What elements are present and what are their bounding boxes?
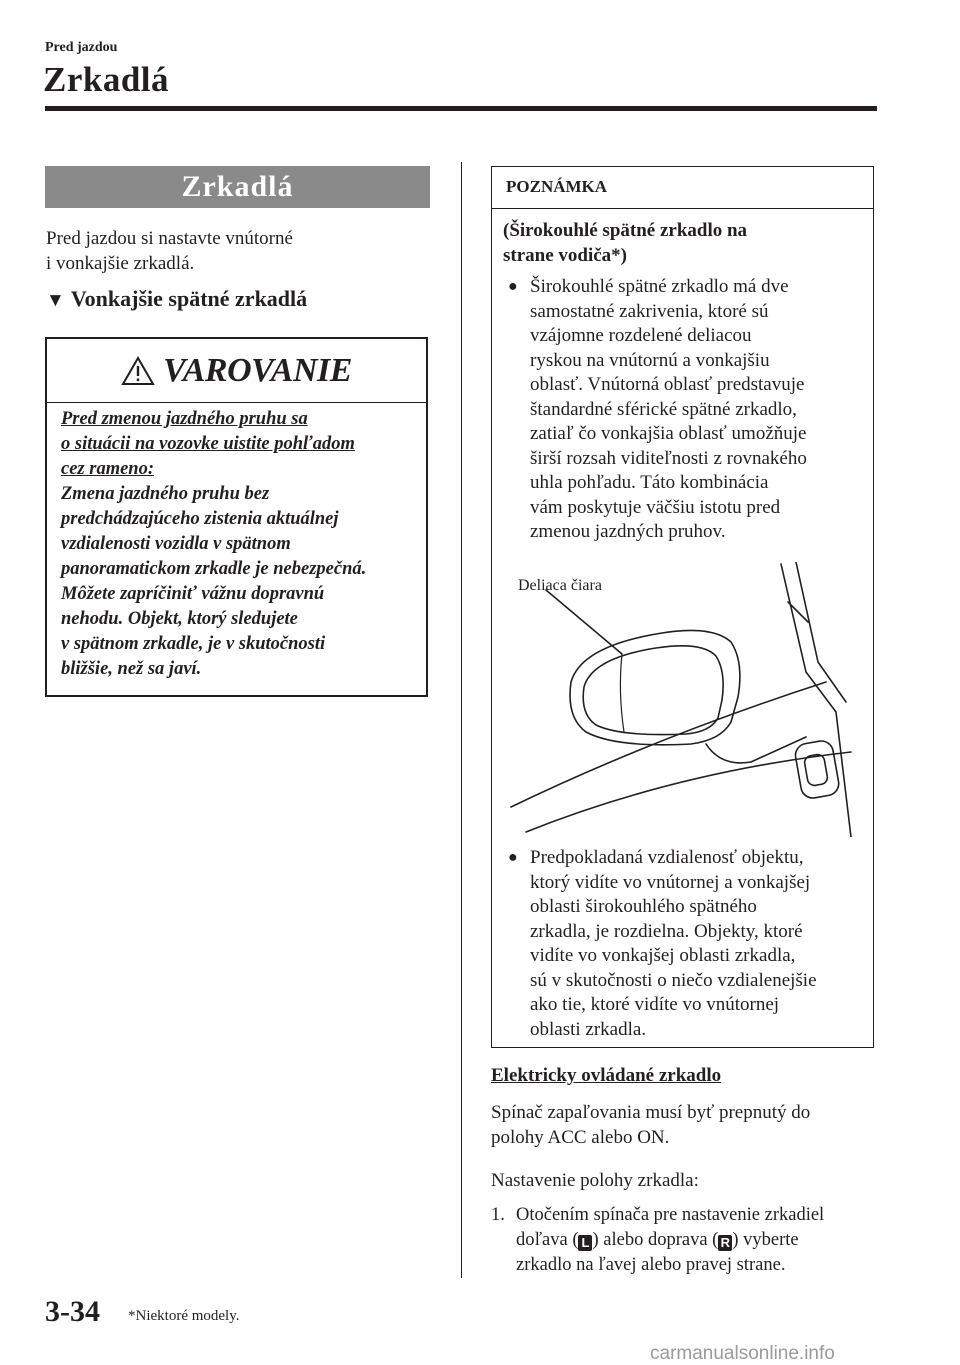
warning-triangle-icon: [121, 356, 155, 386]
warning-line: v spätnom zrkadle, je v skutočnosti: [61, 634, 326, 654]
intro-paragraph: [46, 226, 436, 276]
warning-line: Pred zmenou jazdného pruhu sa: [61, 409, 308, 429]
note-header: [492, 167, 873, 209]
warning-line: panoramatickom zrkadle je nebezpečná.: [61, 559, 367, 579]
note-subtitle-line: strane vodiča*): [503, 245, 628, 266]
adjustment-intro: Nastavenie polohy zrkadla:: [491, 1170, 699, 1191]
bullet-line: zrkadla, je rozdielna. Objekty, ktoré: [530, 920, 803, 942]
page-number: 3-34: [45, 1295, 100, 1328]
step-text-part: doľava (: [516, 1230, 579, 1250]
bullet-line: Širokouhlé spätné zrkadlo má dve: [530, 276, 789, 297]
bullet-icon: ●: [508, 278, 518, 295]
warning-line: Zmena jazdného pruhu bez: [61, 484, 270, 504]
note-bullet: [508, 275, 885, 545]
intro-line: Pred jazdou si nastavte vnútorné: [46, 228, 293, 249]
figure-label: Deliaca čiara: [518, 577, 602, 594]
warning-line: bližšie, než sa javí.: [61, 659, 202, 679]
bullet-line: sú v skutočnosti o niečo vzdialenejšie: [530, 969, 817, 991]
subsection-heading-text: Vonkajšie spätné zrkadlá: [70, 286, 308, 311]
bullet-line: oblasti zrkadla.: [530, 1018, 647, 1040]
footnote: *Niektoré modely.: [128, 1308, 240, 1324]
right-key-icon: R: [718, 1235, 732, 1251]
step-text-part: ) vyberte: [732, 1230, 799, 1250]
column-divider: [461, 162, 462, 1278]
step-text-part: ) alebo doprava (: [592, 1230, 719, 1250]
left-key-icon: L: [578, 1235, 592, 1251]
note-title: POZNÁMKA: [506, 177, 608, 196]
bullet-line: vzájomne rozdelené deliacou: [530, 325, 752, 346]
header-rule: [45, 106, 877, 111]
bullet-line: ktorý vidíte vo vnútornej a vonkajšej: [530, 871, 811, 893]
paragraph-line: Spínač zapaľovania musí byť prepnutý do: [491, 1102, 811, 1123]
warning-line: cez rameno:: [61, 459, 154, 479]
bullet-line: samostatné zakrivenia, ktoré sú: [530, 300, 769, 322]
bullet-line: širší rozsah viditeľnosti z rovnakého: [530, 447, 807, 469]
note-box: [491, 166, 874, 1048]
note-bullet: [508, 846, 885, 1042]
watermark[interactable]: carmanualsonline.info: [650, 1343, 835, 1364]
triangle-marker-icon: ▼: [46, 290, 65, 311]
warning-header: [47, 339, 426, 403]
intro-line: i vonkajšie zrkadlá.: [46, 253, 195, 274]
section-banner: Zrkadlá: [45, 166, 430, 208]
warning-line: o situácii na vozovke uistite pohľadom: [61, 434, 355, 454]
warning-line: predchádzajúceho zistenia aktuálnej: [61, 509, 339, 529]
bullet-line: vidíte vo vonkajšej oblasti zrkadla,: [530, 945, 796, 966]
bullet-icon: ●: [508, 849, 518, 866]
subsection-heading: [46, 286, 307, 312]
bullet-line: oblasť. Vnútorná oblasť predstavuje: [530, 374, 805, 395]
warning-title: VAROVANIE: [163, 351, 352, 389]
page-title: Zrkadlá: [43, 60, 170, 99]
bullet-line: štandardné sférické spätné zrkadlo,: [530, 398, 797, 420]
step-text: [516, 1203, 881, 1278]
warning-line: vzdialenosti vozidla v spätnom: [61, 534, 291, 554]
note-subtitle-line: (Širokouhlé spätné zrkadlo na: [503, 220, 748, 241]
bullet-line: zatiaľ čo vonkajšia oblasť umožňuje: [530, 423, 807, 444]
side-mirror-illustration: [506, 562, 861, 837]
warning-line: Môžete zapríčiniť vážnu dopravnú: [61, 584, 325, 604]
bullet-line: ako tie, ktoré vidíte vo vnútornej: [530, 994, 780, 1015]
step-number: 1.: [491, 1205, 505, 1225]
bullet-line: Predpokladaná vzdialenosť objektu,: [530, 847, 804, 868]
electric-mirror-heading: Elektricky ovládané zrkadlo: [491, 1065, 722, 1086]
paragraph-line: polohy ACC alebo ON.: [491, 1127, 670, 1148]
step-line: Otočením spínača pre nastavenie zrkadiel: [516, 1205, 825, 1225]
bullet-line: vám poskytuje väčšiu istotu pred: [530, 496, 781, 518]
warning-text: [61, 407, 423, 682]
warning-line: nehodu. Objekt, ktorý sledujete: [61, 609, 298, 629]
note-subtitle: [503, 218, 863, 268]
step-line: zrkadlo na ľavej alebo pravej strane.: [516, 1255, 786, 1275]
running-section-title: Pred jazdou: [45, 40, 118, 55]
bullet-line: oblasti širokouhlého spätného: [530, 896, 757, 917]
step-line: [516, 1228, 881, 1253]
bullet-line: ryskou na vnútornú a vonkajšiu: [530, 349, 770, 371]
ignition-paragraph: [491, 1100, 881, 1150]
bullet-line: zmenou jazdných pruhov.: [530, 521, 726, 542]
bullet-line: uhla pohľadu. Táto kombinácia: [530, 472, 769, 493]
warning-box: [45, 337, 428, 697]
